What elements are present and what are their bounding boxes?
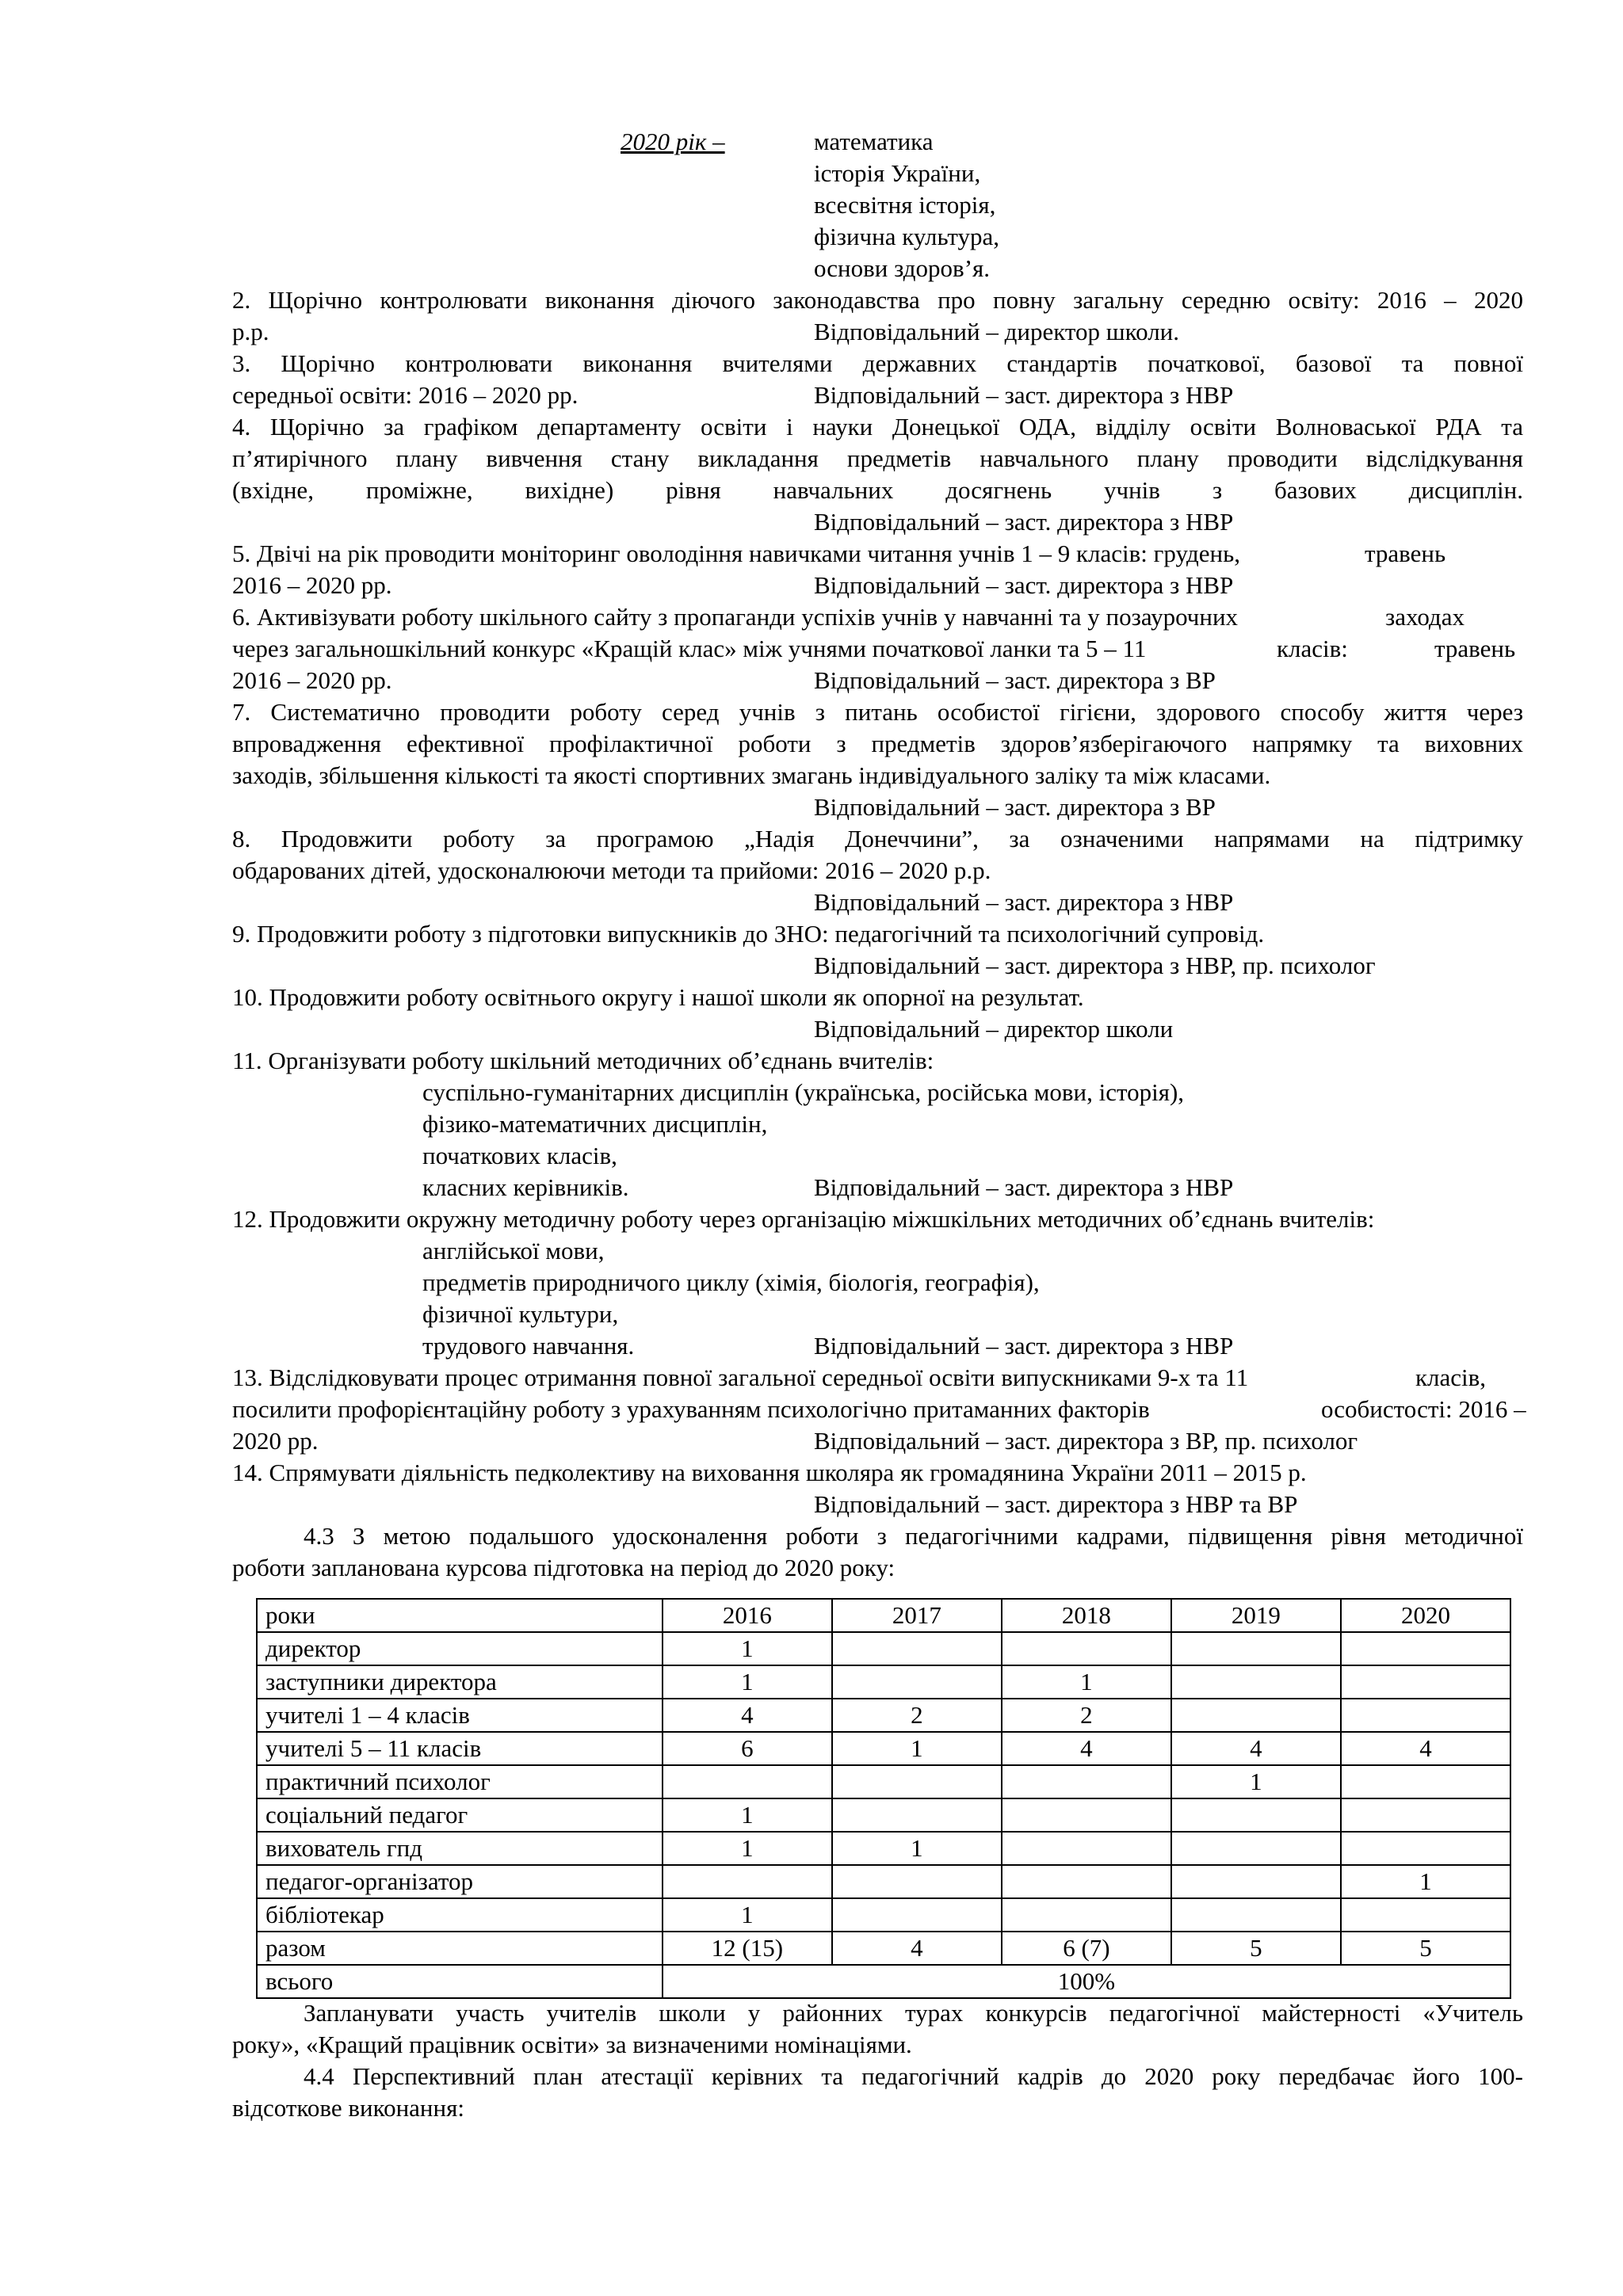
table-row [257, 1798, 1510, 1832]
table-total-value: 100% [663, 1965, 1510, 1998]
subject-item: фізична культура, [814, 223, 1000, 250]
item-11-subitem: суспільно-гуманітарних дисциплін (українська, російська мови, історія), [422, 1078, 1185, 1106]
table-row [257, 1732, 1510, 1765]
table-row-label: учителі 5 – 11 класів [257, 1732, 663, 1765]
plan-paragraph-line: року», «Кращий працівник освіти» за визначеними номінаціями. [232, 2031, 912, 2058]
table-cell [1341, 1632, 1510, 1665]
table-cell: 2020 [1341, 1599, 1510, 1632]
table-cell [1002, 1898, 1171, 1932]
table-cell: 1 [1171, 1765, 1341, 1798]
table-cell: 4 [663, 1699, 832, 1732]
table-header-row [257, 1599, 1510, 1632]
table-cell: 4 [1341, 1732, 1510, 1765]
table-row [257, 1665, 1510, 1699]
table-row-label: практичний психолог [257, 1765, 663, 1798]
year-label: 2020 рік – [621, 128, 725, 155]
table-row-label: всього [257, 1965, 663, 1998]
item-7-line: впровадження ефективної профілактичної роботи з предметів здоров’язберігаючого напрямку та виховних [232, 730, 1523, 757]
table-cell [663, 1865, 832, 1898]
table-row [257, 1632, 1510, 1665]
table-row-label: директор [257, 1632, 663, 1665]
table-cell [1341, 1798, 1510, 1832]
item-6-line: через загальношкільний конкурс «Кращій клас» між учнями початкової ланки та 5 – 11 [232, 635, 1147, 662]
item-7-responsible: Відповідальний – заст. директора з ВР [814, 793, 1216, 821]
table-cell: 1 [832, 1832, 1002, 1865]
item-12-subitem: англійської мови, [422, 1237, 605, 1264]
table-cell [1171, 1898, 1341, 1932]
item-13-line: 2020 рр. [232, 1427, 319, 1455]
table-row-label: учителі 1 – 4 класів [257, 1699, 663, 1732]
item-4-line: 4. Щорічно за графіком департаменту освіти і науки Донецької ОДА, відділу освіти Волноваської РДА та [232, 413, 1523, 441]
item-12-responsible: Відповідальний – заст. директора з НВР [814, 1332, 1234, 1360]
item-4-responsible: Відповідальний – заст. директора з НВР [814, 508, 1234, 536]
table-total-row [257, 1965, 1510, 1998]
table-cell [832, 1765, 1002, 1798]
table-cell [1171, 1632, 1341, 1665]
item-13-line-end: класів, [1415, 1363, 1487, 1391]
table-row-label: соціальний педагог [257, 1798, 663, 1832]
item-6-line: 6. Активізувати роботу шкільного сайту з пропаганди успіхів учнів у навчанні та у позаурочних [232, 603, 1239, 631]
item-9-line: 9. Продовжити роботу з підготовки випускників до ЗНО: педагогічний та психологічний супровід. [232, 920, 1265, 948]
item-10-responsible: Відповідальний – директор школи [814, 1015, 1174, 1043]
item-12-line: 12. Продовжити окружну методичну роботу через організацію міжшкільних методичних об’єднань вчителів: [232, 1205, 1375, 1233]
subject-item: математика [814, 128, 934, 155]
item-5-line: 5. Двічі на рік проводити моніторинг оволодіння навичками читання учнів 1 – 9 класів: грудень, [232, 540, 1240, 567]
table-cell: 5 [1341, 1932, 1510, 1965]
item-7-line: 7. Систематично проводити роботу серед учнів з питань особистої гігієни, здорового способу життя через [232, 698, 1523, 726]
table-cell: 2018 [1002, 1599, 1171, 1632]
item-13-line: посилити профорієнтаційну роботу з урахуванням психологічно притаманних факторів [232, 1395, 1150, 1423]
item-12-subitem: фізичної культури, [422, 1300, 619, 1328]
plan-paragraph-line: Запланувати участь учителів школи у районних турах конкурсів педагогічної майстерності «Учитель [304, 1999, 1523, 2027]
table-cell [1002, 1832, 1171, 1865]
table-cell [1171, 1798, 1341, 1832]
item-3-responsible: Відповідальний – заст. директора з НВР [814, 381, 1234, 409]
item-8-line: обдарованих дітей, удосконалюючи методи та прийоми: 2016 – 2020 р.р. [232, 856, 991, 884]
table-cell [1341, 1765, 1510, 1798]
table-cell: 2019 [1171, 1599, 1341, 1632]
item-6-line: 2016 – 2020 рр. [232, 666, 392, 694]
item-3-line: 3. Щорічно контролювати виконання вчителями державних стандартів початкової, базової та повної [232, 349, 1523, 377]
table-row [257, 1765, 1510, 1798]
table-cell [1002, 1765, 1171, 1798]
table-cell: 1 [663, 1832, 832, 1865]
table-cell: 2016 [663, 1599, 832, 1632]
table-cell: 6 [663, 1732, 832, 1765]
item-11-subitem: класних керівників. [422, 1173, 629, 1201]
table-cell: 4 [1002, 1732, 1171, 1765]
item-6-responsible: Відповідальний – заст. директора з ВР [814, 666, 1216, 694]
table-cell: 1 [663, 1798, 832, 1832]
table-row-label: заступники директора [257, 1665, 663, 1699]
table-row [257, 1898, 1510, 1932]
item-13-line: 13. Відслідковувати процес отримання повної загальної середньої освіти випускниками 9-х та 11 [232, 1363, 1249, 1391]
item-13-line-end: особистості: 2016 – [1321, 1395, 1526, 1423]
item-2-line: р.р. [232, 318, 269, 345]
item-13-responsible: Відповідальний – заст. директора з ВР, пр. психолог [814, 1427, 1358, 1455]
para-4-4-line: 4.4 Перспективний план атестації керівних та педагогічний кадрів до 2020 року передбачає його 100- [304, 2062, 1523, 2090]
table-cell: 5 [1171, 1932, 1341, 1965]
item-6-line-end: травень [1434, 635, 1516, 662]
table-cell [832, 1665, 1002, 1699]
item-8-line: 8. Продовжити роботу за програмою „Надія Донеччини”, за означеними напрямами на підтримку [232, 825, 1523, 852]
item-2-line: 2. Щорічно контролювати виконання діючого законодавства про повну загальну середню освіту: 2016 – 2020 [232, 286, 1523, 314]
table-row-label: педагог-організатор [257, 1865, 663, 1898]
item-5-line-end: травень [1365, 540, 1446, 567]
table-cell [1002, 1632, 1171, 1665]
subject-item: всесвітня історія, [814, 191, 996, 219]
table-cell: 1 [1002, 1665, 1171, 1699]
table-row [257, 1865, 1510, 1898]
table-cell [1341, 1699, 1510, 1732]
item-11-responsible: Відповідальний – заст. директора з НВР [814, 1173, 1234, 1201]
item-14-line: 14. Спрямувати діяльність педколективу на виховання школяра як громадянина України 2011 – 2015 р. [232, 1459, 1307, 1486]
table-cell: 1 [832, 1732, 1002, 1765]
table-cell [1171, 1699, 1341, 1732]
item-2-responsible: Відповідальний – директор школи. [814, 318, 1180, 345]
table-row-label: вихователь гпд [257, 1832, 663, 1865]
table-cell [1002, 1865, 1171, 1898]
table-row-label: бібліотекар [257, 1898, 663, 1932]
item-6-line-end: заходах [1385, 603, 1465, 631]
subject-item: основи здоров’я. [814, 254, 991, 282]
table-row-label: роки [257, 1599, 663, 1632]
item-14-responsible: Відповідальний – заст. директора з НВР та ВР [814, 1490, 1298, 1518]
table-cell: 1 [663, 1665, 832, 1699]
table-cell [832, 1898, 1002, 1932]
table-cell [1002, 1798, 1171, 1832]
item-11-subitem: фізико-математичних дисциплін, [422, 1110, 768, 1138]
subject-item: історія України, [814, 159, 981, 187]
table-row [257, 1699, 1510, 1732]
table-cell: 1 [1341, 1865, 1510, 1898]
table-cell [832, 1865, 1002, 1898]
item-3-line: середньої освіти: 2016 – 2020 рр. [232, 381, 579, 409]
item-8-responsible: Відповідальний – заст. директора з НВР [814, 888, 1234, 916]
para-4-4-line: відсоткове виконання: [232, 2094, 464, 2122]
table-cell [832, 1632, 1002, 1665]
table-cell: 2017 [832, 1599, 1002, 1632]
table-cell [1171, 1865, 1341, 1898]
item-7-line: заходів, збільшення кількості та якості спортивних змагань індивідуального заліку та між класами. [232, 761, 1271, 789]
item-6-line-mid: класів: [1277, 635, 1348, 662]
table-cell: 12 (15) [663, 1932, 832, 1965]
table-cell [1171, 1665, 1341, 1699]
item-11-line: 11. Організувати роботу шкільний методичних об’єднань вчителів: [232, 1047, 934, 1074]
item-4-line: п’ятирічного плану вивчення стану викладання предметів навчального плану проводити відслідкування [232, 444, 1523, 472]
para-4-3-line: роботи запланована курсова підготовка на період до 2020 року: [232, 1554, 896, 1581]
item-9-responsible: Відповідальний – заст. директора з НВР, пр. психолог [814, 952, 1376, 979]
table-cell: 4 [832, 1932, 1002, 1965]
table-cell [1341, 1898, 1510, 1932]
item-12-subitem: предметів природничого циклу (хімія, біологія, географія), [422, 1268, 1040, 1296]
table-cell [1341, 1832, 1510, 1865]
table-cell: 4 [1171, 1732, 1341, 1765]
courses-table [256, 1598, 1511, 1999]
table-cell: 2 [832, 1699, 1002, 1732]
table-cell: 1 [663, 1898, 832, 1932]
table-cell [663, 1765, 832, 1798]
table-cell: 2 [1002, 1699, 1171, 1732]
table-cell [832, 1798, 1002, 1832]
item-4-line: (вхідне, проміжне, вихідне) рівня навчальних досягнень учнів з базових дисциплін. [232, 476, 1523, 504]
table-cell [1171, 1832, 1341, 1865]
table-row-label: разом [257, 1932, 663, 1965]
table-cell: 1 [663, 1632, 832, 1665]
item-5-line: 2016 – 2020 рр. [232, 571, 392, 599]
table-cell: 6 (7) [1002, 1932, 1171, 1965]
para-4-3-line: 4.3 З метою подальшого удосконалення роботи з педагогічними кадрами, підвищення рівня методичної [304, 1522, 1523, 1550]
table-cell [1341, 1665, 1510, 1699]
table-row [257, 1932, 1510, 1965]
item-12-subitem: трудового навчання. [422, 1332, 635, 1360]
table-row [257, 1832, 1510, 1865]
item-5-responsible: Відповідальний – заст. директора з НВР [814, 571, 1234, 599]
item-11-subitem: початкових класів, [422, 1142, 617, 1169]
item-10-line: 10. Продовжити роботу освітнього округу і нашої школи як опорної на результат. [232, 983, 1084, 1011]
